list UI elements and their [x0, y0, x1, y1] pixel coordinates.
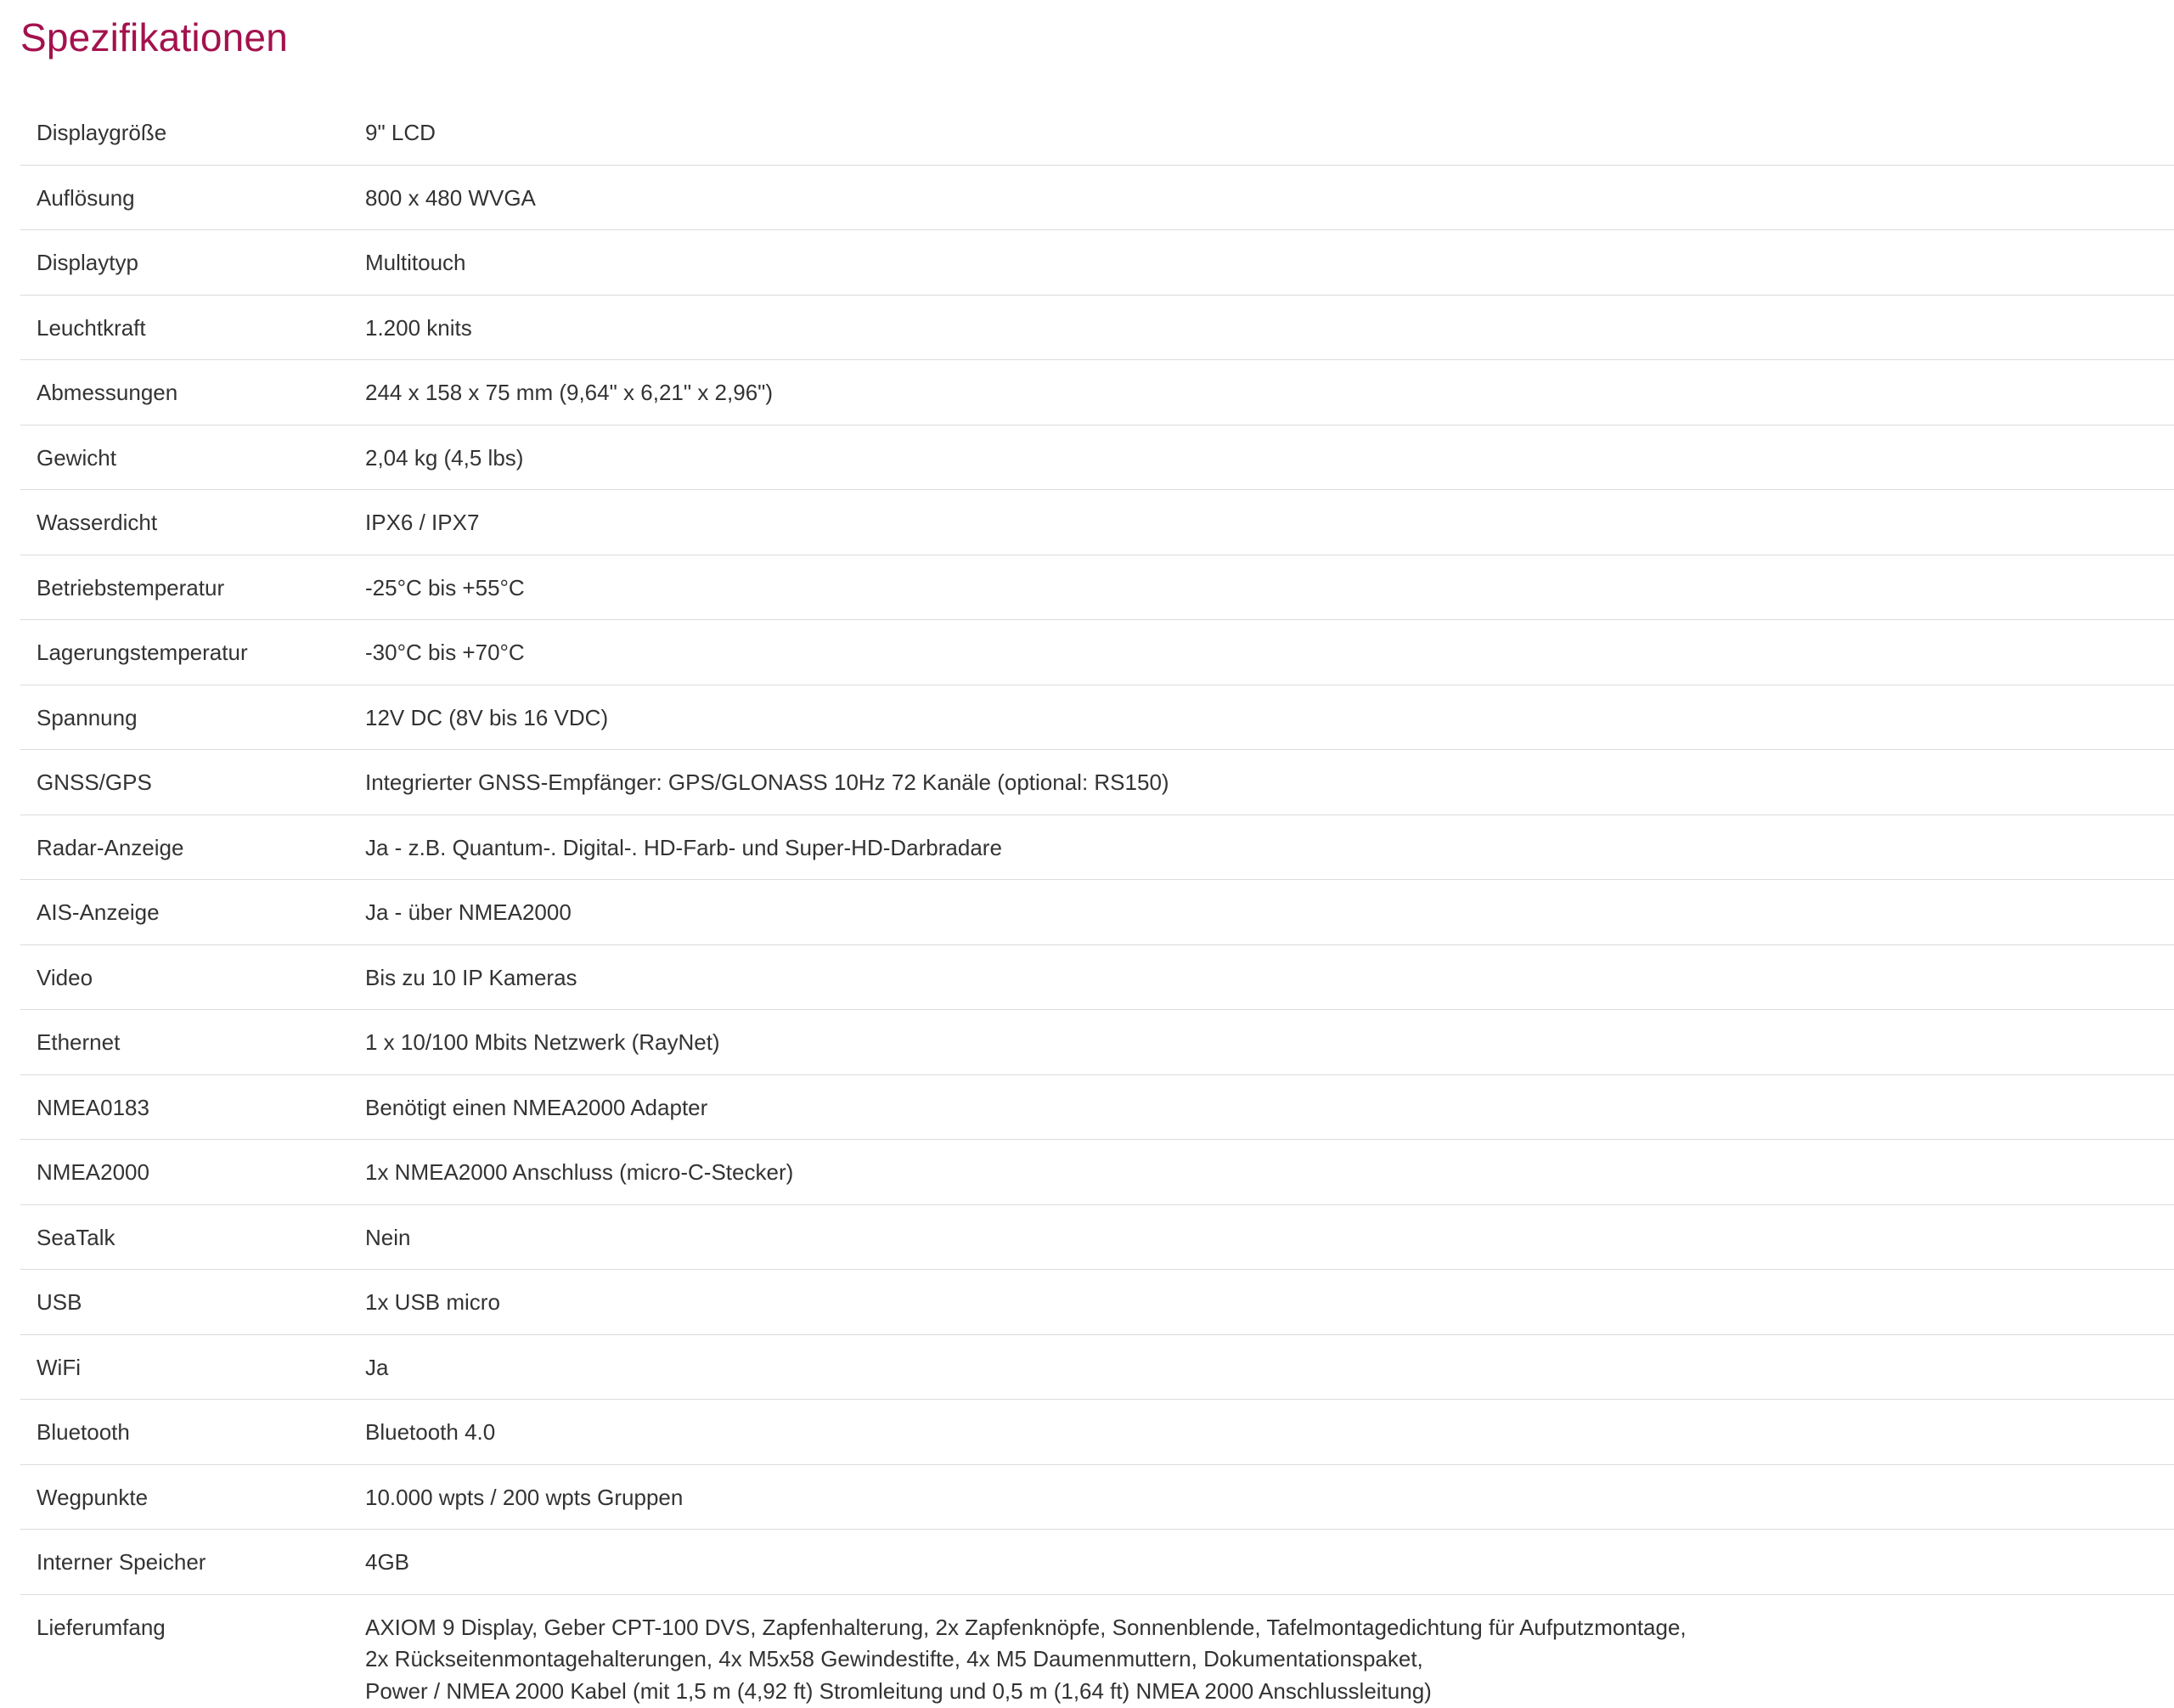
- spec-row: [20, 165, 2174, 230]
- spec-row: [20, 1334, 2174, 1400]
- spec-label: Displaygröße: [20, 100, 365, 165]
- spec-table-body: [20, 100, 2174, 1708]
- spec-value: 9" LCD: [365, 100, 2174, 165]
- spec-label: Spannung: [20, 685, 365, 750]
- spec-value: Bluetooth 4.0: [365, 1400, 2174, 1465]
- spec-row: [20, 685, 2174, 750]
- spec-label: NMEA0183: [20, 1074, 365, 1140]
- spec-label: Video: [20, 944, 365, 1010]
- spec-value: 2,04 kg (4,5 lbs): [365, 425, 2174, 490]
- spec-value: Ja - z.B. Quantum-. Digital-. HD-Farb- und Super-HD-Darbradare: [365, 815, 2174, 880]
- spec-row: [20, 815, 2174, 880]
- spec-label: Interner Speicher: [20, 1530, 365, 1595]
- spec-row: [20, 1594, 2174, 1708]
- spec-row: [20, 1010, 2174, 1075]
- spec-row: [20, 1530, 2174, 1595]
- spec-row: [20, 1074, 2174, 1140]
- spec-value: 4GB: [365, 1530, 2174, 1595]
- spec-row: [20, 1464, 2174, 1530]
- spec-row: [20, 100, 2174, 165]
- spec-label: AIS-Anzeige: [20, 880, 365, 945]
- spec-row: [20, 944, 2174, 1010]
- spec-label: Ethernet: [20, 1010, 365, 1075]
- spec-value: 244 x 158 x 75 mm (9,64" x 6,21" x 2,96"): [365, 360, 2174, 426]
- spec-label: GNSS/GPS: [20, 750, 365, 815]
- spec-value: -25°C bis +55°C: [365, 555, 2174, 620]
- spec-label: Gewicht: [20, 425, 365, 490]
- spec-row: [20, 1140, 2174, 1205]
- spec-label: Bluetooth: [20, 1400, 365, 1465]
- spec-value: Nein: [365, 1204, 2174, 1270]
- spec-label: Abmessungen: [20, 360, 365, 426]
- spec-value: -30°C bis +70°C: [365, 620, 2174, 685]
- spec-row: [20, 1204, 2174, 1270]
- spec-value: IPX6 / IPX7: [365, 490, 2174, 555]
- spec-value: Integrierter GNSS-Empfänger: GPS/GLONASS 10Hz 72 Kanäle (optional: RS150): [365, 750, 2174, 815]
- spec-value: 800 x 480 WVGA: [365, 165, 2174, 230]
- section-title: Spezifikationen: [20, 15, 288, 59]
- spec-value: 1.200 knits: [365, 295, 2174, 360]
- spec-label: SeaTalk: [20, 1204, 365, 1270]
- spec-row: [20, 750, 2174, 815]
- spec-row: [20, 295, 2174, 360]
- spec-label: Betriebstemperatur: [20, 555, 365, 620]
- spec-row: [20, 880, 2174, 945]
- spec-row: [20, 230, 2174, 296]
- spec-value: Bis zu 10 IP Kameras: [365, 944, 2174, 1010]
- spec-row: [20, 490, 2174, 555]
- spec-value: 1x USB micro: [365, 1270, 2174, 1335]
- spec-label: Auflösung: [20, 165, 365, 230]
- spec-row: [20, 1270, 2174, 1335]
- spec-value: AXIOM 9 Display, Geber CPT-100 DVS, Zapfenhalterung, 2x Zapfenknöpfe, Sonnenblende, Tafelmontagedichtung für Aufputzmontage, 2x Rückseitenmontagehalterungen, 4x M5x58 Gewindestifte, 4x M5 Daumenmuttern, Dokumentationspaket, Power / NMEA 2000 Kabel (mit 1,5 m (4,92 ft) Stromleitung und 0,5 m (1,64 ft) NMEA 2000 Anschlussleitung): [365, 1614, 1687, 1704]
- spec-label: Radar-Anzeige: [20, 815, 365, 880]
- spec-row: [20, 555, 2174, 620]
- spec-value: 12V DC (8V bis 16 VDC): [365, 685, 2174, 750]
- spec-label: Lagerungstemperatur: [20, 620, 365, 685]
- spec-value: Benötigt einen NMEA2000 Adapter: [365, 1074, 2174, 1140]
- spec-label: Wasserdicht: [20, 490, 365, 555]
- spec-value: 10.000 wpts / 200 wpts Gruppen: [365, 1464, 2174, 1530]
- spec-table: [20, 100, 2174, 1708]
- spec-label: Lieferumfang: [37, 1614, 166, 1640]
- spec-row: [20, 1400, 2174, 1465]
- spec-row: [20, 620, 2174, 685]
- spec-label: Displaytyp: [20, 230, 365, 296]
- spec-row: [20, 360, 2174, 426]
- spec-value: Ja: [365, 1334, 2174, 1400]
- spec-label: USB: [20, 1270, 365, 1335]
- spec-label: Leuchtkraft: [20, 295, 365, 360]
- spec-value: Multitouch: [365, 230, 2174, 296]
- spec-value: Ja - über NMEA2000: [365, 880, 2174, 945]
- spec-value: 1 x 10/100 Mbits Netzwerk (RayNet): [365, 1010, 2174, 1075]
- spec-label: Wegpunkte: [20, 1464, 365, 1530]
- spec-value: 1x NMEA2000 Anschluss (micro-C-Stecker): [365, 1140, 2174, 1205]
- spec-label: WiFi: [20, 1334, 365, 1400]
- spec-row: [20, 425, 2174, 490]
- spec-label: NMEA2000: [20, 1140, 365, 1205]
